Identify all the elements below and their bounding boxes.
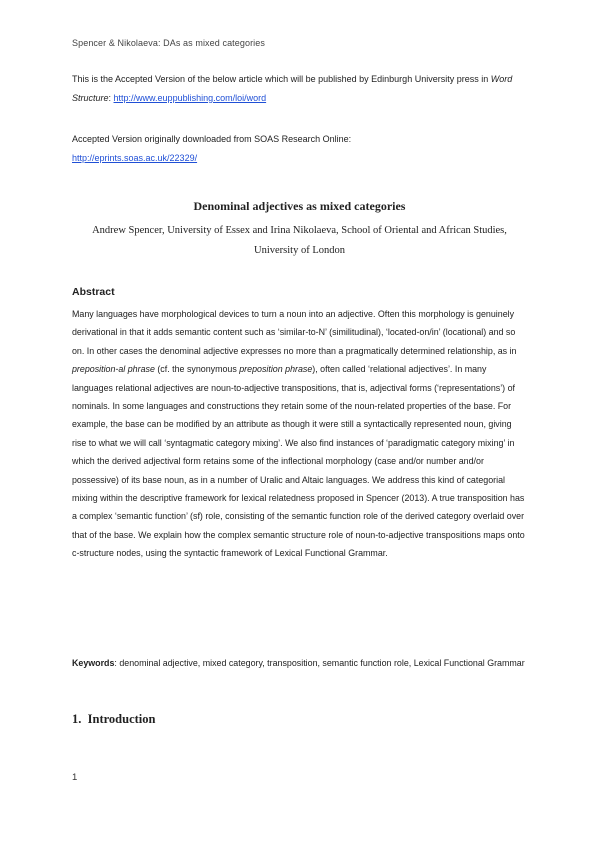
download-text: Accepted Version originally downloaded from SOAS Research Online: <box>72 134 352 144</box>
abstract-body <box>72 305 527 563</box>
abstract-part-1: Many languages have morphological devices to turn a noun into an adjective. Often this morphology is genuinely derivational in that it adds semantic content such as ‘similar-to-N’ (similitudinal), ‘located-on/in’ (locational) and so on. In other cases the denominal adjective expresses no more than a pragmatically determined relationship, as in <box>72 309 517 356</box>
abstract-italic-2: preposition phrase <box>239 364 313 375</box>
authors: Andrew Spencer, University of Essex and Irina Nikolaeva, School of Oriental and African Studies, University of London <box>92 225 507 256</box>
section-heading-introduction <box>72 712 155 727</box>
notice-text: This is the Accepted Version of the below article which will be published by Edinburgh University press in <box>72 74 491 84</box>
keywords-text: : denominal adjective, mixed category, transposition, semantic function role, Lexical Functional Grammar <box>114 658 525 668</box>
section-title: Introduction <box>87 712 156 726</box>
abstract-part-3: ), often called ‘relational adjectives’. In many languages relational adjectives are noun-to-adjective transpositions, that is, adjectival forms (‘representations’) of nominals. In some languages and constructions they retain some of the noun-related properties of the base. For example, the base can be modified by an attribute as though it were still a syntactically represented noun, giving rise to what we will call ‘syntagmatic category mixing’. We also find instances of ‘paradigmatic category mixing’ in which the derived adjectival form retains some of the inflectional morphology (case and/or number and/or possessive) of its base noun, as in a number of Uralic and Altaic languages. We address this kind of categorial mixing within the descriptive framework for lexical relatedness proposed in Spencer (2013). A true transposition has a complex ‘semantic function’ (sf) role, consisting of the semantic function role of the derived category overlaid over that of the base. We explain how the complex semantic structure role of noun-to-adjective transpositions maps onto c-structure nodes, using the syntactic framework of Lexical Functional Grammar. <box>72 364 525 559</box>
running-head: Spencer & Nikolaeva: DAs as mixed categories <box>72 38 265 48</box>
notice-line <box>72 70 527 108</box>
journal-link[interactable]: http://www.euppublishing.com/loi/word <box>113 93 267 103</box>
abstract-italic-1: preposition-al phrase <box>72 364 155 375</box>
paper-title: Denominal adjectives as mixed categories <box>193 199 406 213</box>
page-number: 1 <box>72 772 78 783</box>
abstract-heading: Abstract <box>72 286 115 298</box>
soas-link[interactable]: http://eprints.soas.ac.uk/22329/ <box>72 153 198 163</box>
journal-name: Word Structure <box>72 74 513 103</box>
keywords <box>72 654 527 673</box>
accepted-version-notice <box>72 70 527 108</box>
section-number: 1. <box>72 712 82 726</box>
title-block <box>72 196 527 261</box>
notice-colon: : <box>108 93 114 103</box>
download-notice <box>72 130 527 168</box>
abstract-part-2: (cf. the synonymous <box>154 364 240 375</box>
keywords-label: Keywords <box>72 658 115 668</box>
